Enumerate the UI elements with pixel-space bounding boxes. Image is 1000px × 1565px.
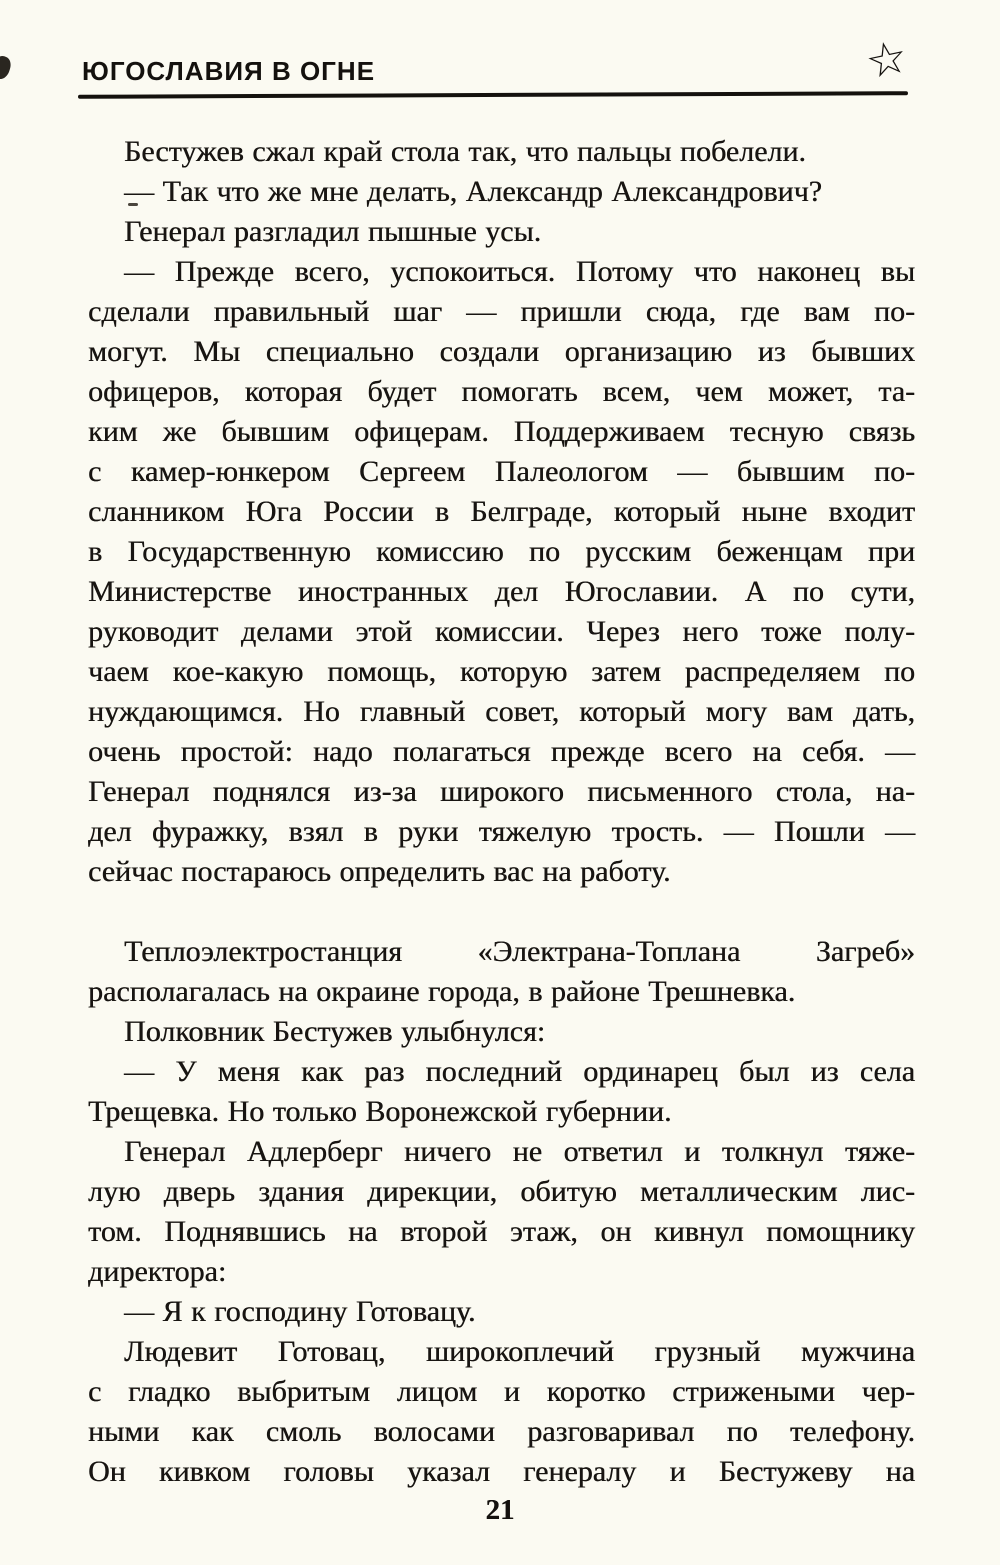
- text-line: лую дверь здания дирекции, обитую металлическим лис-: [88, 1175, 915, 1208]
- running-header-title: ЮГОСЛАВИЯ В ОГНЕ: [82, 56, 376, 86]
- text-line: — У меня как раз последний ординарец был из села: [124, 1055, 915, 1088]
- text-line: — Я к господину Готовацу.: [124, 1295, 476, 1328]
- text-line: Теплоэлектростанция «Электрана-Топлана Загреб»: [124, 935, 915, 968]
- text-line: с камер-юнкером Сергеем Палеологом — бывшим по-: [88, 455, 915, 488]
- text-line: директора:: [88, 1255, 227, 1288]
- text-line: нуждающимся. Но главный совет, который могу вам дать,: [88, 695, 915, 728]
- text-line: Генерал поднялся из-за широкого письменного стола, на-: [88, 775, 915, 808]
- body-text: [88, 132, 915, 1492]
- star-icon: ☆: [860, 28, 913, 90]
- header-rule: [78, 91, 908, 99]
- text-line: очень простой: надо полагаться прежде всего на себя. —: [88, 735, 915, 768]
- text-line: — Прежде всего, успокоиться. Потому что наконец вы: [124, 255, 915, 288]
- text-line: Министерстве иностранных дел Югославии. А по сути,: [88, 575, 915, 608]
- text-line: Полковник Бестужев улыбнулся:: [124, 1015, 546, 1048]
- text-line: с гладко выбритым лицом и коротко стрижеными чер-: [88, 1375, 915, 1408]
- text-line: Людевит Готовац, широкоплечий грузный мужчина: [124, 1335, 915, 1368]
- text-line: Бестужев сжал край стола так, что пальцы побелели.: [124, 135, 806, 168]
- text-line: сланником Юга России в Белграде, который ныне входит: [88, 495, 915, 528]
- text-line: чаем кое-какую помощь, которую затем распределяем по: [88, 655, 915, 688]
- text-line: Он кивком головы указал генералу и Бестужеву на: [88, 1455, 915, 1488]
- text-line: Трещевка. Но только Воронежской губернии.: [88, 1095, 672, 1128]
- text-line: руководит делами этой комиссии. Через него тоже полу-: [88, 615, 915, 648]
- text-line: ким же бывшим офицерам. Поддерживаем тесную связь: [88, 415, 915, 448]
- text-line: том. Поднявшись на второй этаж, он кивнул помощнику: [88, 1215, 915, 1248]
- text-line: располагалась на окраине города, в районе Трешневка.: [88, 975, 796, 1008]
- text-line: Генерал разгладил пышные усы.: [124, 215, 542, 248]
- text-line: в Государственную комиссию по русским беженцам при: [88, 535, 915, 568]
- page-number: 21: [485, 1494, 515, 1526]
- scan-artifact: [0, 54, 13, 81]
- text-line: сейчас постараюсь определить вас на работу.: [88, 855, 671, 888]
- text-line: могут. Мы специально создали организацию из бывших: [88, 335, 915, 368]
- text-line: офицеров, которая будет помогать всем, чем может, та-: [88, 375, 915, 408]
- text-line: Генерал Адлерберг ничего не ответил и толкнул тяже-: [124, 1135, 915, 1168]
- text-line: дел фуражку, взял в руки тяжелую трость. — Пошли —: [88, 815, 915, 848]
- text-line: — Так что же мне делать, Александр Александрович?: [124, 175, 822, 208]
- text-line: ными как смоль волосами разговаривал по телефону.: [88, 1415, 915, 1448]
- text-line: сделали правильный шаг — пришли сюда, где вам по-: [88, 295, 915, 328]
